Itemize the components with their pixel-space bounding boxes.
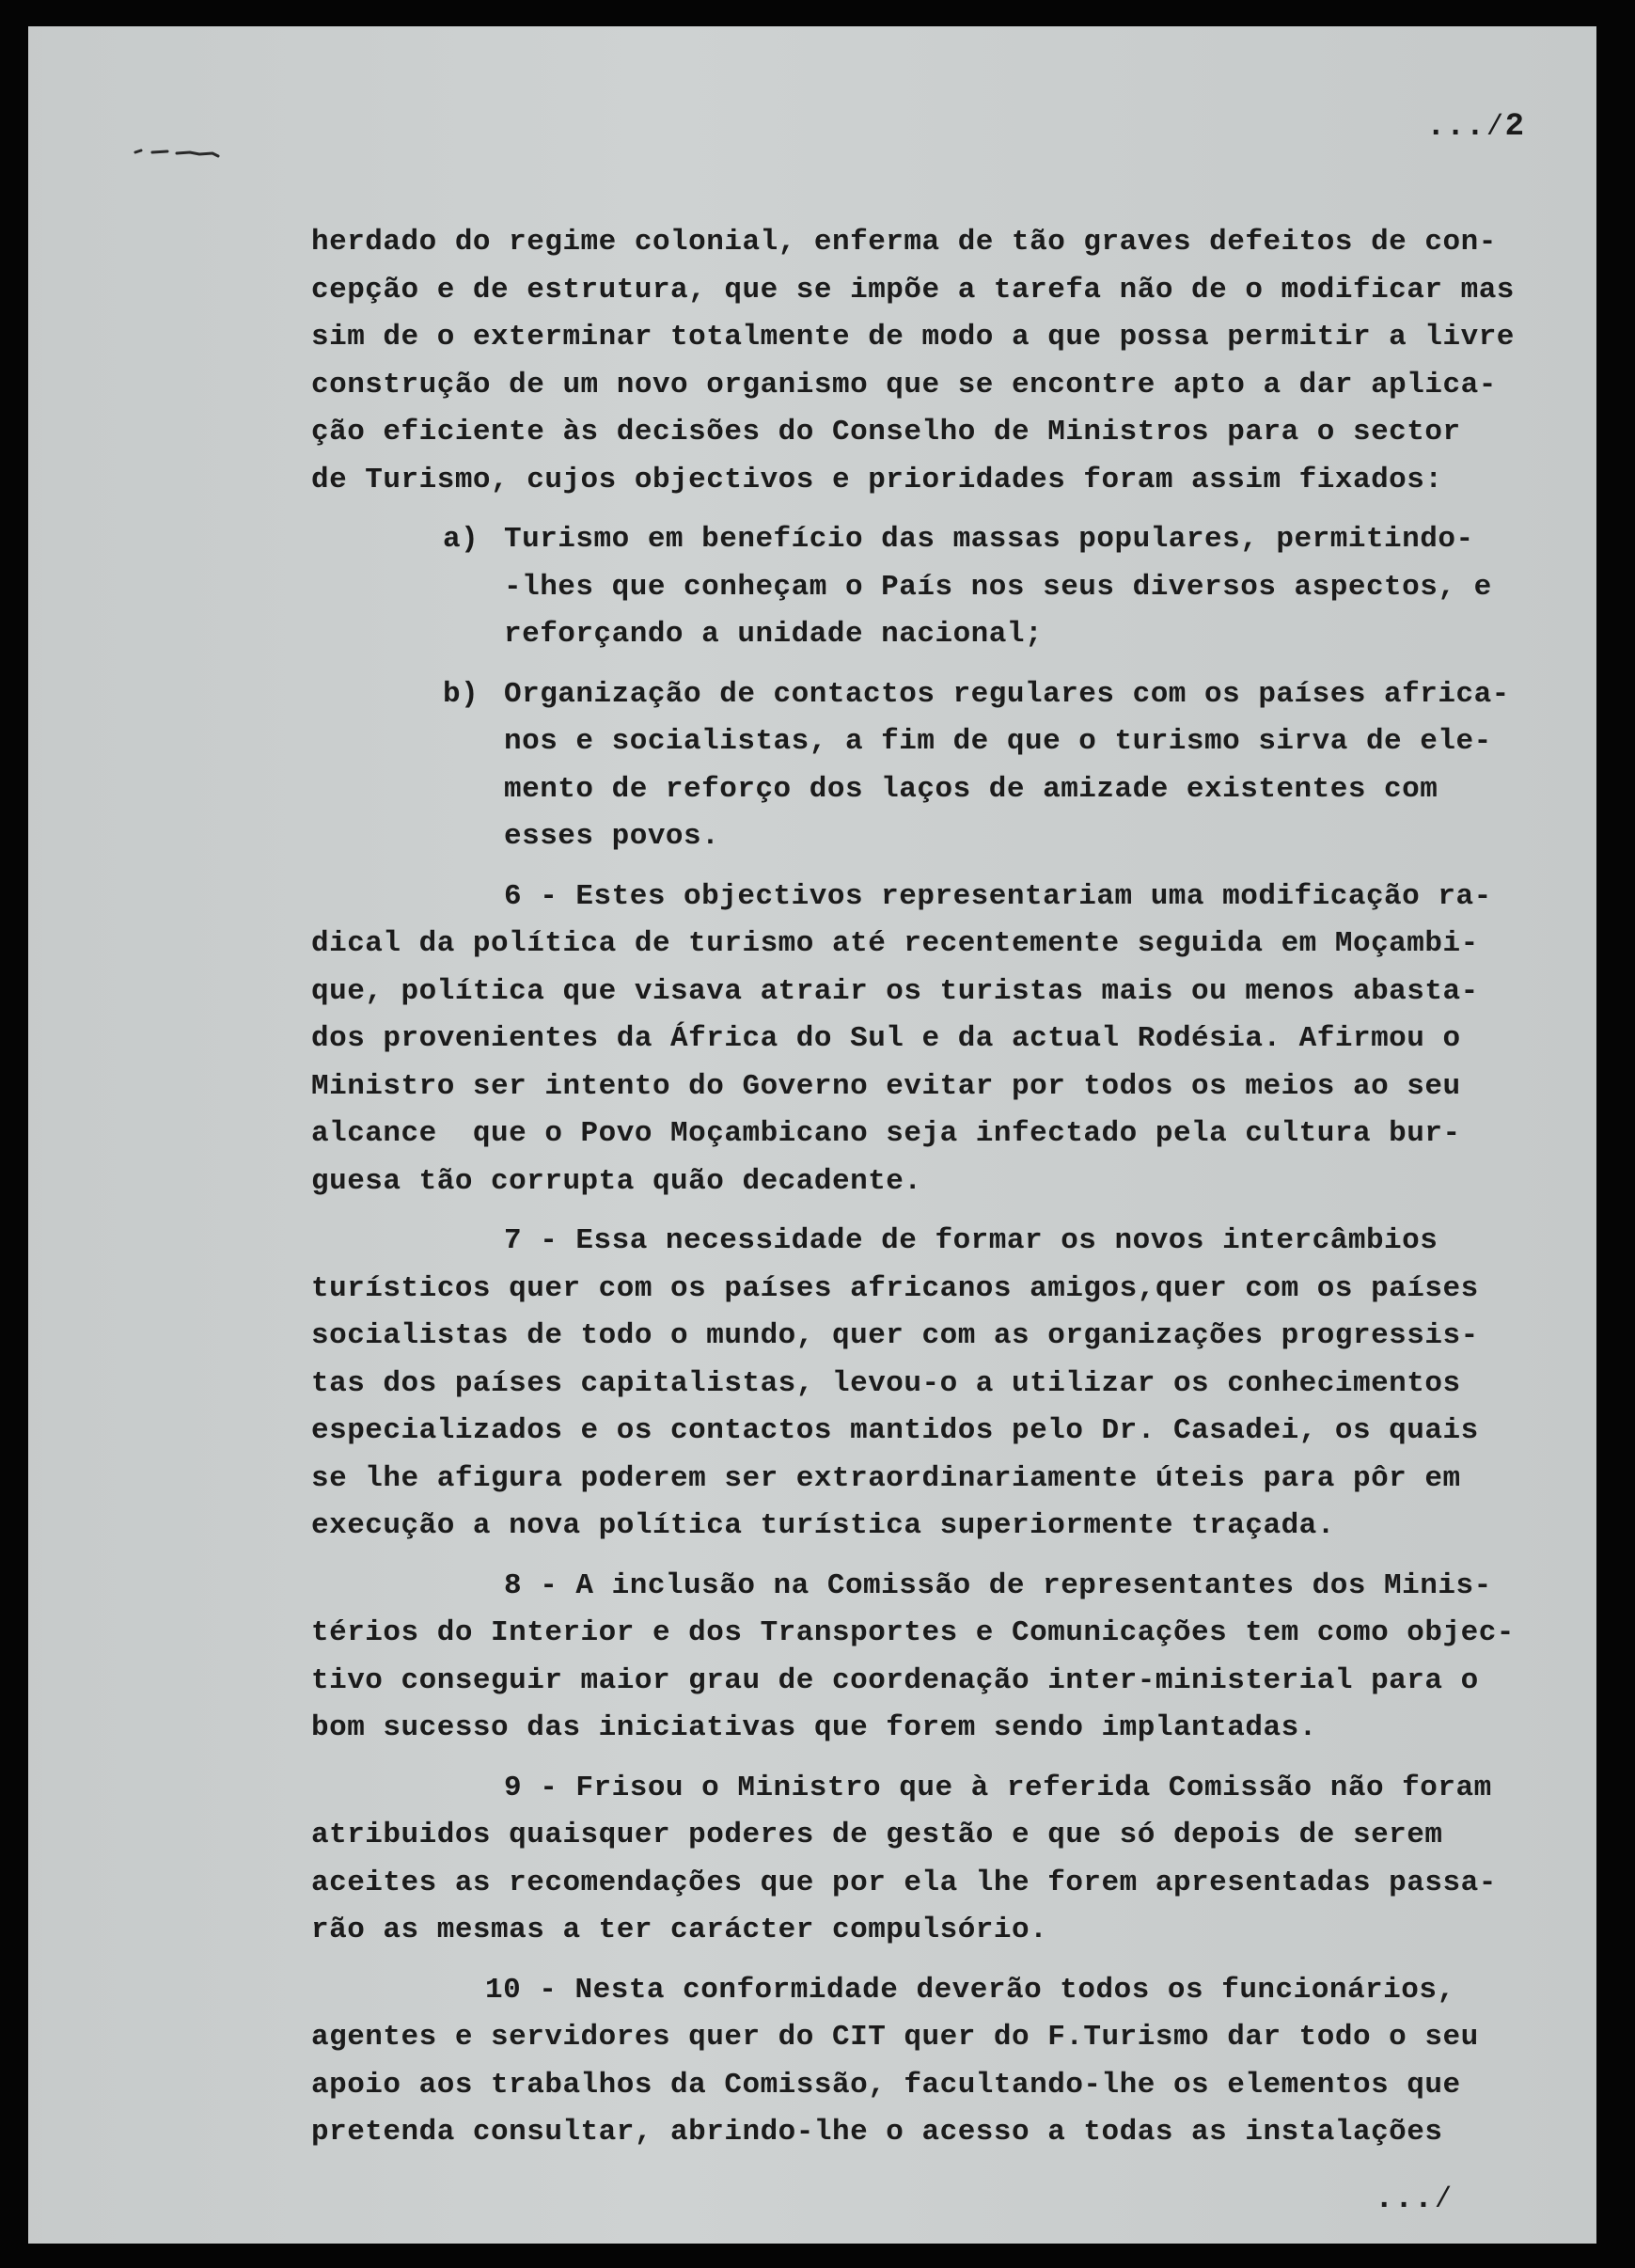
- text-line: dical da política de turismo até recentemente seguida em Moçambi-: [311, 927, 1479, 960]
- text-line: 7 - Essa necessidade de formar os novos intercâmbios: [504, 1224, 1438, 1257]
- text-line: sim de o exterminar totalmente de modo a que possa permitir a livre: [311, 321, 1515, 354]
- text-line: 6 - Estes objectivos representariam uma modificação ra-: [504, 879, 1492, 913]
- text-line: atribuidos quaisquer poderes de gestão e que só depois de serem: [311, 1819, 1443, 1851]
- text-line: especializados e os contactos mantidos pelo Dr. Casadei, os quais: [311, 1414, 1479, 1447]
- document-body: [311, 219, 1609, 2157]
- text-line: rão as mesmas a ter carácter compulsório.: [311, 1914, 1048, 1946]
- handwritten-mark: [132, 145, 226, 160]
- text-line: Ministro ser intento do Governo evitar por todos os meios ao seu: [311, 1069, 1461, 1103]
- text-line: dos provenientes da África do Sul e da actual Rodésia. Afirmou o: [311, 1022, 1461, 1055]
- text-line: guesa tão corrupta quão decadente.: [311, 1164, 922, 1198]
- text-line: cepção e de estrutura, que se impõe a tarefa não de o modificar mas: [311, 273, 1515, 307]
- text-line: aceites as recomendações que por ela lhe forem apresentadas passa-: [311, 1866, 1497, 1899]
- text-line: socialistas de todo o mundo, quer com as organizações progressis-: [311, 1319, 1479, 1352]
- text-line: -lhes que conheçam o País nos seus diversos aspectos, e: [504, 570, 1492, 604]
- text-line: 8 - A inclusão na Comissão de representantes dos Minis-: [504, 1568, 1492, 1602]
- page-number: ...∕2: [1426, 109, 1525, 145]
- list-item-label: b): [443, 677, 479, 711]
- text-line: de Turismo, cujos objectivos e prioridades foram assim fixados:: [311, 463, 1443, 496]
- text-line: turísticos quer com os países africanos amigos,quer com os países: [311, 1271, 1479, 1305]
- paragraph-7: [311, 1218, 1609, 1551]
- text-line: reforçando a unidade nacional;: [504, 618, 1044, 651]
- document-page: [28, 26, 1596, 2244]
- text-line: tas dos países capitalistas, levou-o a utilizar os conhecimentos: [311, 1366, 1461, 1400]
- text-line: execução a nova política turística superiormente traçada.: [311, 1509, 1335, 1542]
- text-line: bom sucesso das iniciativas que forem sendo implantadas.: [311, 1711, 1317, 1744]
- continuation-mark: ...∕: [1375, 2181, 1454, 2217]
- text-line: mento de reforço dos laços de amizade existentes com: [504, 772, 1438, 806]
- text-line: 9 - Frisou o Ministro que à referida Comissão não foram: [504, 1771, 1492, 1804]
- text-line: ção eficiente às decisões do Conselho de Ministros para o sector: [311, 416, 1461, 449]
- paragraph-6: [311, 874, 1609, 1206]
- text-line: nos e socialistas, a fim de que o turismo sirva de ele-: [504, 725, 1492, 758]
- text-line: pretenda consultar, abrindo-lhe o acesso a todas as instalações: [311, 2116, 1443, 2149]
- list-item-label: a): [443, 523, 479, 556]
- paragraph-8: [311, 1563, 1609, 1753]
- list-item-b: [311, 671, 1609, 861]
- intro-paragraph: [311, 219, 1609, 504]
- text-line: Turismo em benefício das massas populares, permitindo-: [504, 523, 1474, 556]
- text-line: esses povos.: [504, 820, 720, 853]
- text-line: que, política que visava atrair os turistas mais ou menos abasta-: [311, 974, 1479, 1008]
- text-line: apoio aos trabalhos da Comissão, facultando-lhe os elementos que: [311, 2068, 1461, 2102]
- text-line: agentes e servidores quer do CIT quer do F.Turismo dar todo o seu: [311, 2021, 1479, 2054]
- paragraph-9: [311, 1765, 1609, 1955]
- text-line: térios do Interior e dos Transportes e Comunicações tem como objec-: [311, 1616, 1515, 1649]
- text-line: se lhe afigura poderem ser extraordinariamente úteis para pôr em: [311, 1461, 1461, 1495]
- text-line: construção de um novo organismo que se encontre apto a dar aplica-: [311, 368, 1497, 402]
- text-line: alcance que o Povo Moçambicano seja infectado pela cultura bur-: [311, 1117, 1461, 1150]
- text-line: tivo conseguir maior grau de coordenação inter-ministerial para o: [311, 1663, 1479, 1697]
- text-line: herdado do regime colonial, enferma de tão graves defeitos de con-: [311, 226, 1497, 259]
- text-line: 10 - Nesta conformidade deverão todos os funcionários,: [485, 1973, 1455, 2007]
- text-line: Organização de contactos regulares com os países africa-: [504, 677, 1510, 711]
- paragraph-10: [311, 1967, 1609, 2157]
- list-item-a: [311, 516, 1609, 659]
